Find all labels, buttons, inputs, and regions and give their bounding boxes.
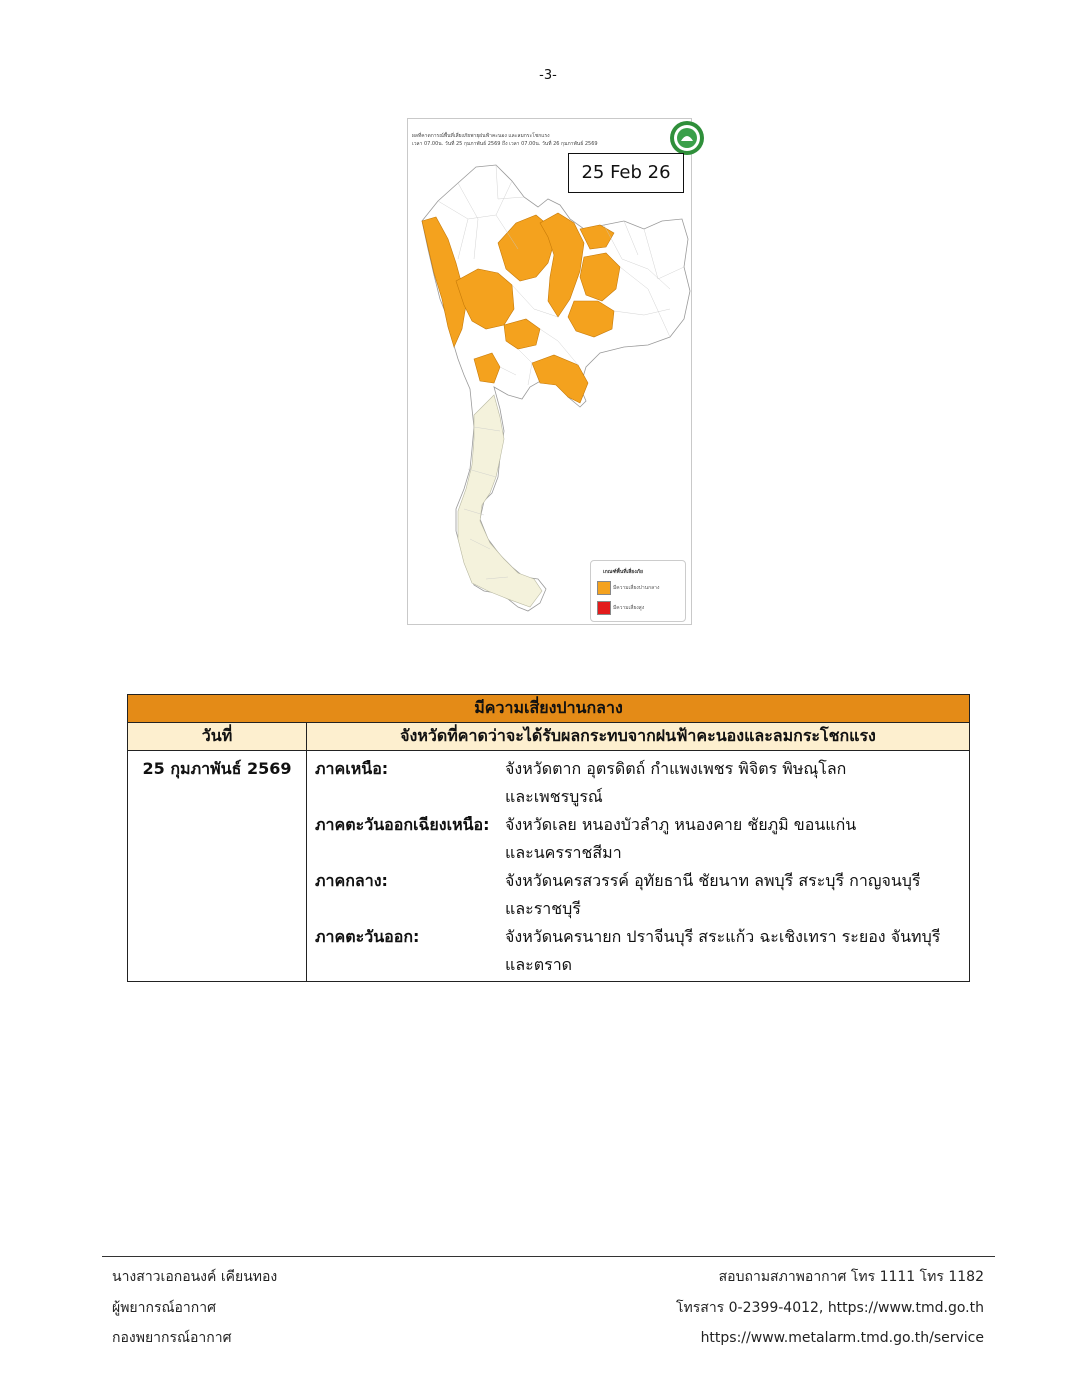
province-line: และราชบุรี	[505, 899, 581, 918]
forecast-date-cell: 25 กุมภาพันธ์ 2569	[128, 751, 307, 982]
region-provinces	[505, 923, 963, 979]
contact-service-url: https://www.metalarm.tmd.go.th/service	[700, 1330, 984, 1346]
map-frame	[407, 118, 692, 625]
province-line: จังหวัดเลย หนองบัวลำภู หนองคาย ชัยภูมิ ขอนแก่น	[505, 815, 857, 834]
column-header-date: วันที่	[128, 723, 307, 751]
province-line: จังหวัดนครสวรรค์ อุทัยธานี ชัยนาท ลพบุรี สระบุรี กาญจนบุรี	[505, 871, 921, 890]
forecaster-name: นางสาวเอกอนงค์ เคียนทอง	[112, 1269, 278, 1285]
province-line: และเพชรบูรณ์	[505, 787, 603, 806]
region-north	[315, 755, 963, 811]
contact-fax-website: โทรสาร 0-2399-4012, https://www.tmd.go.th	[676, 1299, 984, 1316]
region-name: ภาคกลาง:	[315, 871, 388, 890]
legend-label-moderate: มีความเสี่ยงปานกลาง	[613, 585, 660, 591]
risk-table-title-row	[128, 695, 970, 723]
legend-swatch-moderate	[597, 581, 611, 595]
region-provinces	[505, 755, 963, 811]
forecast-map-figure	[407, 118, 705, 626]
province-line: และนครราชสีมา	[505, 843, 622, 862]
map-legend	[590, 560, 686, 622]
risk-table-title: มีความเสี่ยงปานกลาง	[128, 695, 970, 723]
legend-swatch-severe	[597, 601, 611, 615]
region-provinces	[505, 811, 963, 867]
southern-provinces	[458, 395, 542, 607]
legend-label-severe: มีความเสี่ยงสูง	[613, 605, 645, 611]
province-line: และตราด	[505, 955, 573, 974]
footer-forecaster	[112, 1262, 277, 1354]
footer-contact	[676, 1262, 984, 1354]
column-header-provinces: จังหวัดที่คาดว่าจะได้รับผลกระทบจากฝนฟ้าคะนองและลมกระโชกแรง	[307, 723, 970, 751]
region-northeast	[315, 811, 963, 867]
legend-title: เกณฑ์พื้นที่เสี่ยงภัย	[603, 569, 643, 575]
region-name: ภาคตะวันออกเฉียงเหนือ:	[315, 815, 490, 834]
region-provinces	[505, 867, 963, 923]
map-caption-line-2: เวลา 07.00น. วันที่ 25 กุมภาพันธ์ 2569 ถึง เวลา 07.00น. วันที่ 26 กุมภาพันธ์ 2569	[412, 141, 598, 147]
south-fill	[458, 395, 542, 607]
region-name: ภาคเหนือ:	[315, 759, 389, 778]
forecaster-division: กองพยากรณ์อากาศ	[112, 1330, 232, 1346]
map-caption-line-1: ผลที่คาดการณ์พื้นที่เสี่ยงภัยพายุฝนฟ้าคะนอง และลมกระโชกแรง	[412, 133, 550, 139]
map-date-label: 25 Feb 26	[568, 153, 684, 193]
thailand-risk-map	[408, 159, 691, 621]
region-name: ภาคตะวันออก:	[315, 927, 420, 946]
province-line: จังหวัดนครนายก ปราจีนบุรี สระแก้ว ฉะเชิงเทรา ระยอง จันทบุรี	[505, 927, 941, 946]
region-central	[315, 867, 963, 923]
map-caption	[412, 132, 598, 148]
risk-table-header-row	[128, 723, 970, 751]
forecaster-title: ผู้พยากรณ์อากาศ	[112, 1299, 216, 1316]
contact-phone: สอบถามสภาพอากาศ โทร 1111 โทร 1182	[718, 1269, 984, 1285]
affected-regions-cell	[307, 751, 970, 982]
risk-table	[127, 694, 970, 982]
footer-divider	[102, 1256, 995, 1257]
risk-table-row	[128, 751, 970, 982]
page-number: -3-	[539, 68, 557, 83]
province-line: จังหวัดตาก อุตรดิตถ์ กำแพงเพชร พิจิตร พิษณุโลก	[505, 759, 847, 778]
tmd-logo-icon	[669, 120, 705, 156]
region-east	[315, 923, 963, 979]
